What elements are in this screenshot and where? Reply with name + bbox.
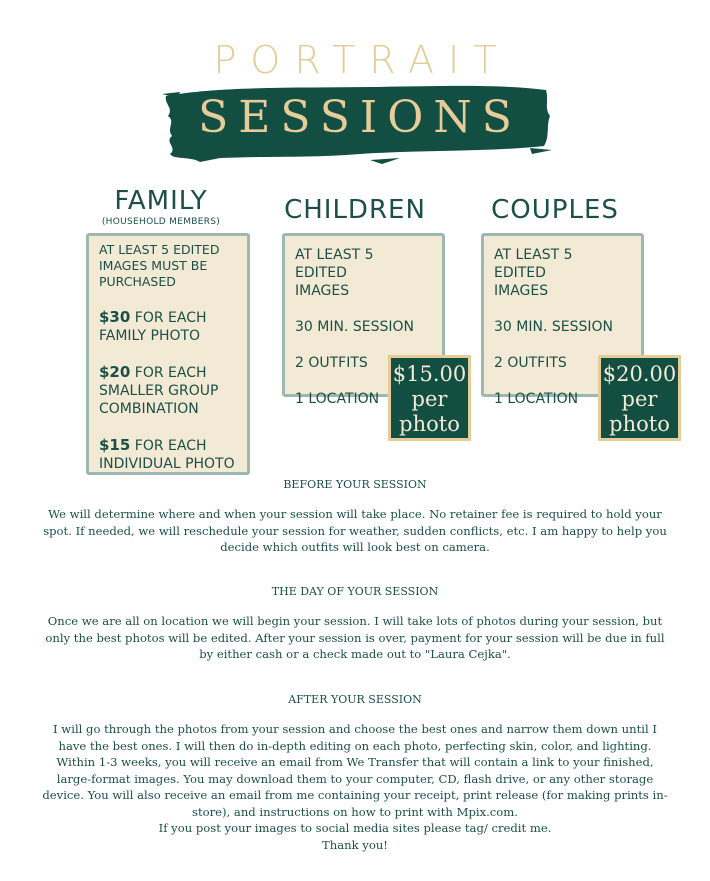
children-line: AT LEAST 5 EDITED IMAGES <box>295 247 374 299</box>
family-item-label: FOR EACH FAMILY PHOTO <box>99 310 207 344</box>
family-item-price: $20 <box>99 363 131 381</box>
family-subtitle: (HOUSEHOLD MEMBERS) <box>101 217 221 227</box>
couples-title: COUPLES <box>491 195 619 225</box>
family-item-price: $30 <box>99 308 131 326</box>
couples-price-badge <box>598 355 681 441</box>
children-price-badge <box>388 355 471 441</box>
day-of-session-title: THE DAY OF YOUR SESSION <box>271 585 439 598</box>
family-title: FAMILY <box>114 186 208 216</box>
family-item-price: $15 <box>99 436 131 454</box>
couples-line: 30 MIN. SESSION <box>494 319 613 335</box>
couples-line: AT LEAST 5 EDITED IMAGES <box>494 247 573 299</box>
children-price-amount: $15.00 <box>392 362 467 386</box>
family-item <box>99 308 237 345</box>
children-line: 30 MIN. SESSION <box>295 319 414 335</box>
couples-line: 1 LOCATION <box>494 391 579 407</box>
family-item-label: FOR EACH INDIVIDUAL PHOTO <box>99 438 235 472</box>
family-card <box>86 233 250 475</box>
couples-price-amount: $20.00 <box>602 362 677 386</box>
children-price-per: per <box>411 387 448 411</box>
family-intro: AT LEAST 5 EDITED IMAGES MUST BE PURCHASED <box>99 242 220 289</box>
after-session-title: AFTER YOUR SESSION <box>288 693 422 706</box>
family-item-label: FOR EACH SMALLER GROUP COMBINATION <box>99 365 219 417</box>
after-session-body <box>40 721 670 853</box>
children-line: 2 OUTFITS <box>295 355 368 371</box>
children-title: CHILDREN <box>284 195 426 225</box>
day-of-session-body: Once we are all on location we will begin your session. I will take lots of photos during your session, but only the best photos will be edited. After your session is over, payment for your session will be due in full by either cash or a check made out to "Laura Cejka". <box>45 614 665 661</box>
couples-line: 2 OUTFITS <box>494 355 567 371</box>
before-session-title: BEFORE YOUR SESSION <box>283 478 427 491</box>
couples-price-per: per <box>621 387 658 411</box>
family-item <box>99 436 237 473</box>
before-session-body: We will determine where and when your session will take place. No retainer fee is required to hold your spot. If needed, we will reschedule your session for weather, sudden conflicts, etc. I am happy to help you decide which outfits will look best on camera. <box>43 507 667 554</box>
after-session-closing: If you post your images to social media sites please tag/ credit me. <box>158 821 552 835</box>
after-session-thanks: Thank you! <box>322 837 388 852</box>
sessions-heading: SESSIONS <box>198 92 522 143</box>
family-item <box>99 363 237 418</box>
after-session-text: I will go through the photos from your session and choose the best ones and narrow them down until I have the best ones. I will then do in-depth editing on each photo, perfecting skin, color, and lighting. Within 1-3 weeks, you will receive an email from We Transfer that will contain a link to your finished, large-format images. You may download them to your computer, CD, flash drive, or any other storage device. You will also receive an email from me containing your receipt, print release (for making prints in-store), and instructions on how to print with Mpix.com. <box>42 722 668 819</box>
children-price-unit: photo <box>399 412 460 436</box>
children-line: 1 LOCATION <box>295 391 380 407</box>
couples-price-unit: photo <box>609 412 670 436</box>
portrait-heading: PORTRAIT <box>213 38 511 82</box>
